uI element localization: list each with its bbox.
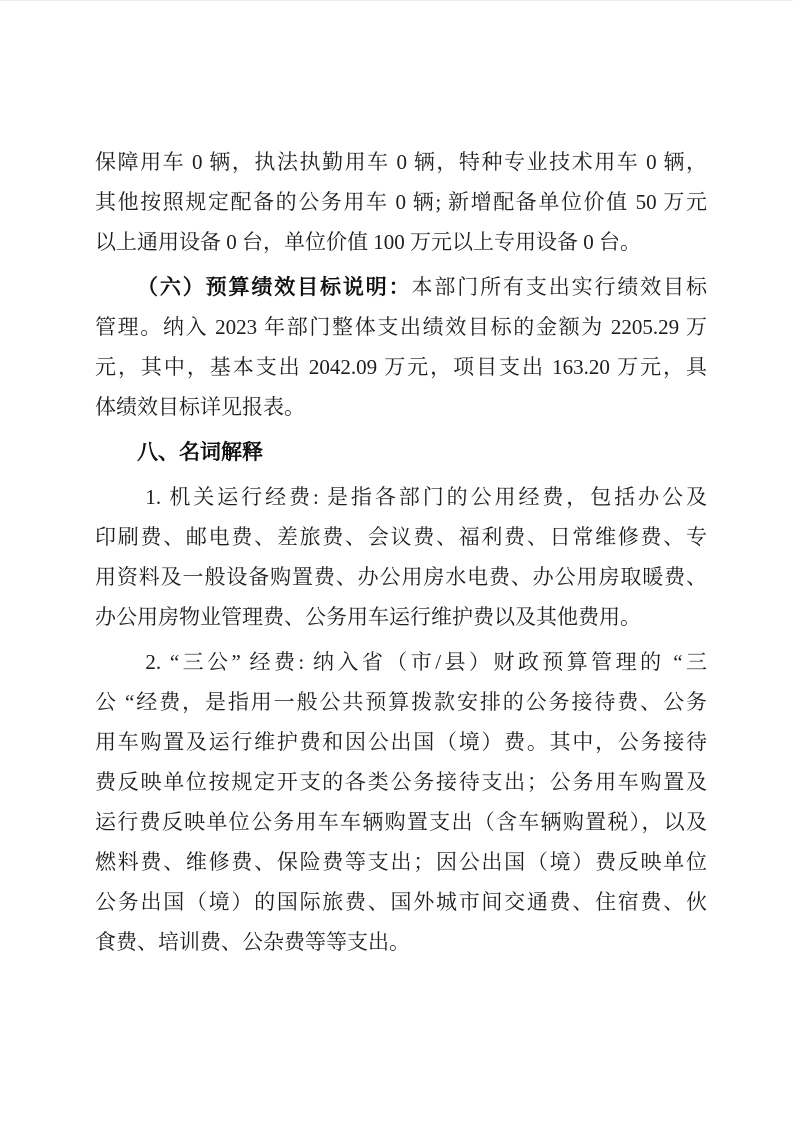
text-run: 元，其中，基本支出 2042.09 万元，项目支出 163.20 万元，具 — [95, 355, 707, 379]
text-line — [95, 432, 707, 472]
text-run: 1. 机关运行经费: 是指各部门的公用经费，包括办公及 — [145, 485, 707, 509]
document-body — [95, 142, 707, 962]
text-run: 食费、培训费、公杂费等等支出。 — [95, 930, 410, 954]
text-line — [95, 387, 707, 427]
text-run: 2. “三公” 经费: 纳入省（市/县）财政预算管理的 “三 — [145, 650, 707, 674]
text-line — [95, 267, 707, 307]
text-run: 公务出国（境）的国际旅费、国外城市间交通费、住宿费、伙 — [95, 890, 707, 914]
text-run: 运行费反映单位公务用车车辆购置支出（含车辆购置税），以及 — [95, 810, 707, 834]
text-run: 管理。纳入 2023 年部门整体支出绩效目标的金额为 2205.29 万 — [95, 315, 707, 339]
text-line — [95, 682, 707, 722]
text-run: 用资料及一般设备购置费、办公用房水电费、办公用房取暖费、 — [95, 565, 707, 589]
text-line — [95, 222, 707, 262]
text-run: 其他按照规定配备的公务用车 0 辆; 新增配备单位价值 50 万元 — [95, 190, 707, 214]
text-run: 本部门所有支出实行绩效目标 — [411, 275, 707, 299]
text-line — [95, 182, 707, 222]
text-run: 保障用车 0 辆，执法执勤用车 0 辆，特种专业技术用车 0 辆， — [95, 150, 707, 174]
text-line — [95, 762, 707, 802]
text-run: 公 “经费，是指用一般公共预算拨款安排的公务接待费、公务 — [95, 690, 707, 714]
text-line — [95, 642, 707, 682]
text-run: 燃料费、维修费、保险费等支出；因公出国（境）费反映单位 — [95, 850, 707, 874]
text-run: 印刷费、邮电费、差旅费、会议费、福利费、日常维修费、专 — [95, 525, 707, 549]
paragraph-vehicle-equipment — [95, 142, 707, 262]
text-run: 体绩效目标详见报表。 — [95, 395, 305, 419]
text-line — [95, 722, 707, 762]
bold-text-run: 八、名词解释 — [137, 441, 263, 464]
text-line — [95, 142, 707, 182]
text-line — [95, 517, 707, 557]
text-run: 用车购置及运行维护费和因公出国（境）费。其中，公务接待 — [95, 730, 707, 754]
text-line — [95, 477, 707, 517]
text-line — [95, 882, 707, 922]
text-run: 办公用房物业管理费、公务用车运行维护费以及其他费用。 — [95, 605, 641, 629]
bold-text-run: （六）预算绩效目标说明： — [137, 276, 412, 299]
paragraph-item-1-agency-operating-funds — [95, 477, 707, 637]
text-run: 以上通用设备 0 台，单位价值 100 万元以上专用设备 0 台。 — [95, 230, 641, 254]
text-line — [95, 802, 707, 842]
paragraph-performance-targets — [95, 267, 707, 427]
text-line — [95, 842, 707, 882]
text-line — [95, 597, 707, 637]
heading-glossary — [95, 432, 707, 472]
text-line — [95, 307, 707, 347]
text-line — [95, 347, 707, 387]
text-line — [95, 557, 707, 597]
paragraph-item-2-three-public-funds — [95, 642, 707, 962]
text-line — [95, 922, 707, 962]
text-run: 费反映单位按规定开支的各类公务接待支出；公务用车购置及 — [95, 770, 707, 794]
